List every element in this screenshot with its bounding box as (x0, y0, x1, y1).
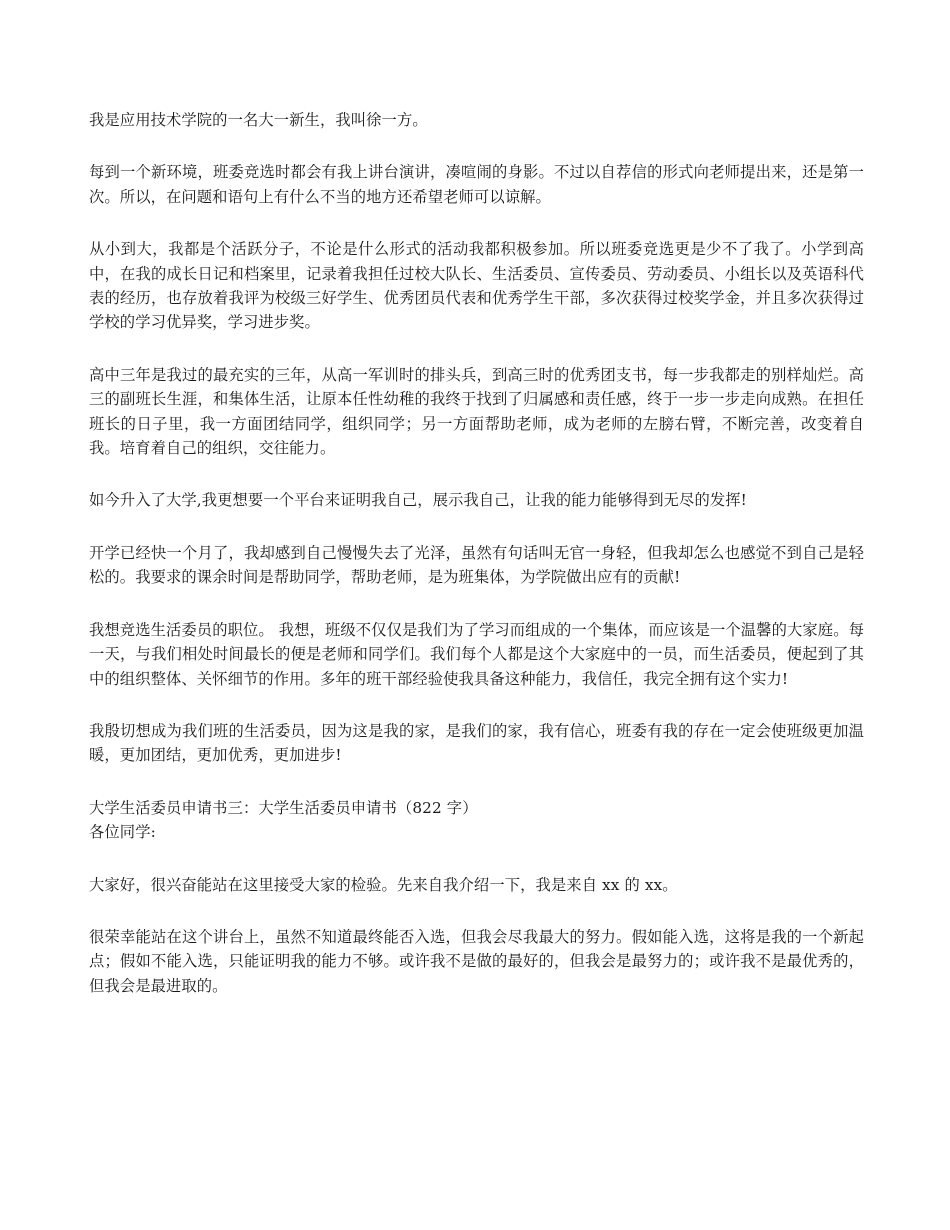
paragraph-first-month: 开学已经快一个月了，我却感到自己慢慢失去了光泽，虽然有句话叫无官一身轻，但我却怎么也感觉不到自己是轻松的。我要求的课余时间是帮助同学，帮助老师，是为班集体，为学院做出应有的贡献! (89, 543, 864, 587)
paragraph-wish: 我殷切想成为我们班的生活委员，因为这是我的家，是我们的家，我有信心，班委有我的存在一定会使班级更加温暖，更加团结，更加优秀，更加进步! (89, 721, 864, 765)
paragraph-intro: 我是应用技术学院的一名大一新生，我叫徐一方。 (89, 111, 428, 129)
paragraph-new-environment: 每到一个新环境，班委竞选时都会有我上讲台演讲，凑喧闹的身影。不过以自荐信的形式向老师提出来，还是第一次。所以，在问题和语句上有什么不当的地方还希望老师可以谅解。 (89, 163, 864, 206)
document-body (89, 108, 864, 998)
section-heading: 大学生活委员申请书三：大学生活委员申请书（822 字） (89, 798, 478, 817)
paragraph-university: 如今升入了大学,我更想要一个平台来证明我自己，展示我自己，让我的能力能够得到无尽的发挥! (89, 491, 747, 510)
paragraph-position: 我想竞选生活委员的职位。 我想，班级不仅仅是我们为了学习而组成的一个集体，而应该是一个温馨的大家庭。每一天，与我们相处时间最长的便是老师和同学们。我们每个人都是这个大家庭中的一员，而生活委员，便起到了其中的组织整体、关怀细节的作用。多年的班干部经验使我具备这种能力，我信任，我完全拥有这个实力! (89, 620, 864, 688)
salutation: 各位同学: (89, 823, 156, 842)
paragraph-greeting: 大家好，很兴奋能站在这里接受大家的检验。先来自我介绍一下，我是来自 xx 的 xx。 (89, 875, 678, 894)
paragraph-high-school: 高中三年是我过的最充实的三年，从高一军训时的排头兵，到高三时的优秀团支书，每一步我都走的别样灿烂。高三的副班长生涯，和集体生活，让原本任性幼稚的我终于找到了归属感和责任感，终于一步一步走向成熟。在担任班长的日子里，我一方面团结同学，组织同学；另一方面帮助老师，成为老师的左膀右臂，不断完善，改变着自我。培育着自己的组织，交往能力。 (89, 365, 864, 458)
paragraph-honored: 很荣幸能站在这个讲台上，虽然不知道最终能否入选，但我会尽我最大的努力。假如能入选，这将是我的一个新起点；假如不能入选，只能证明我的能力不够。或许我不是做的最好的，但我会是最努力的；或许我不是最优秀的，但我会是最进取的。 (89, 927, 864, 995)
paragraph-growing-up: 从小到大，我都是个活跃分子，不论是什么形式的活动我都积极参加。所以班委竞选更是少不了我了。小学到高中，在我的成长日记和档案里，记录着我担任过校大队长、生活委员、宣传委员、劳动委员、小组长以及英语科代表的经历，也存放着我评为校级三好学生、优秀团员代表和优秀学生干部，多次获得过校奖学金，并且多次获得过学校的学习优异奖，学习进步奖。 (89, 240, 864, 332)
